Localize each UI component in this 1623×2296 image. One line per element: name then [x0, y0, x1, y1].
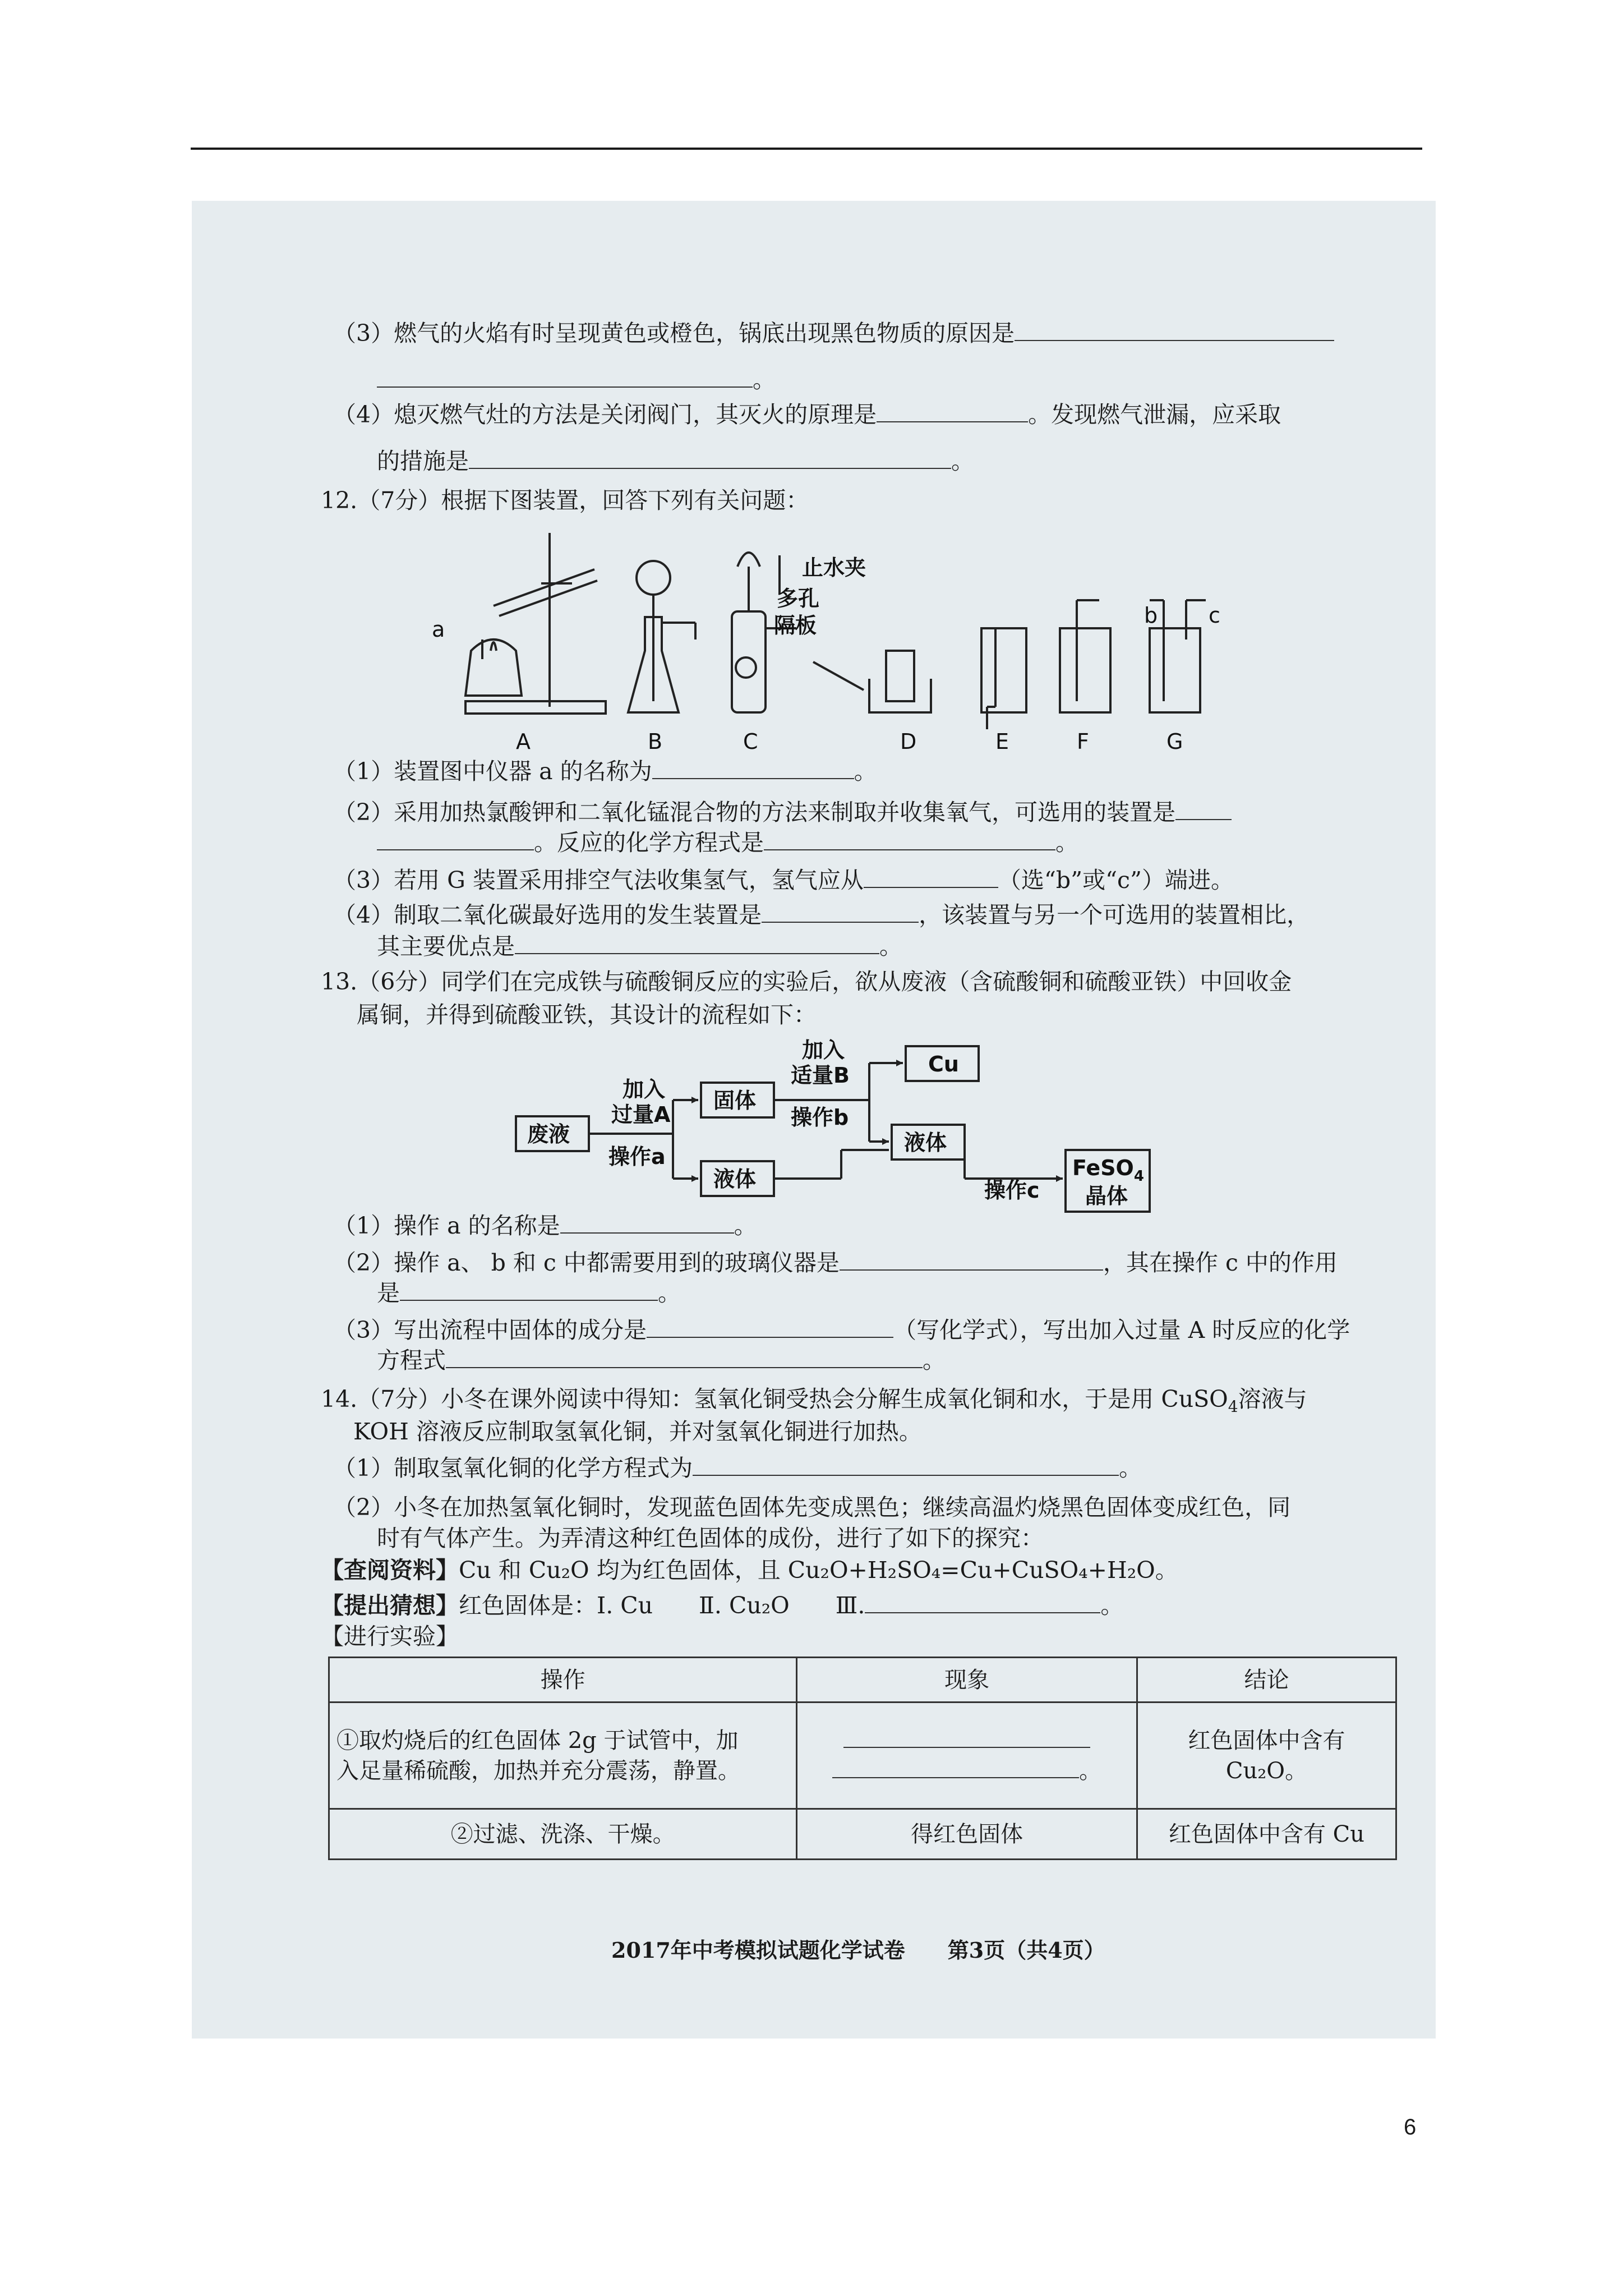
label-porous-plate-1: 多孔 [777, 586, 820, 611]
q12-part2: （2）采用加热氯酸钾和二氧化锰混合物的方法来制取并收集氧气，可选用的装置是 [333, 797, 1232, 827]
table-header-conclusion: 结论 [1137, 1658, 1396, 1703]
q12-part2-cont: 。反应的化学方程式是 。 [377, 827, 1078, 858]
flow-add-a-2: 过量A [611, 1102, 671, 1127]
label-b: b [1144, 603, 1158, 628]
row1-phenomenon: 。 [797, 1703, 1137, 1809]
apparatus-f [1060, 600, 1110, 712]
q12-stem: 12.（7分）根据下图装置，回答下列有关问题： [321, 487, 809, 514]
experiment-table [328, 1657, 1397, 1860]
flow-add-a-1: 加入 [623, 1077, 666, 1102]
apparatus-b [628, 561, 695, 712]
flow-op-c: 操作c [984, 1178, 1040, 1203]
apparatus-letter-g: G [1166, 729, 1183, 754]
row2-phenomenon: 得红色固体 [797, 1809, 1137, 1860]
q12-part3: （3）若用 G 装置采用排空气法收集氢气，氢气应从 （选“b”或“c”）端进。 [333, 867, 1234, 894]
apparatus-letter-f: F [1077, 729, 1089, 754]
row2-conclusion: 红色固体中含有 Cu [1137, 1809, 1396, 1860]
q11-part4-cont: 的措施是 。 [377, 448, 974, 475]
table-row [329, 1809, 1396, 1860]
flow-feso4-2: 晶体 [1085, 1184, 1128, 1208]
q12-part4-cont: 其主要优点是 。 [377, 933, 902, 960]
apparatus-letter-b: B [648, 729, 663, 754]
apparatus-d [813, 651, 931, 712]
flow-liquid-2: 液体 [904, 1130, 947, 1155]
apparatus-letter-d: D [900, 729, 917, 754]
label-c: c [1209, 603, 1220, 628]
q13-part3: （3）写出流程中固体的成分是 （写化学式），写出加入过量 A 时反应的化学 [333, 1317, 1350, 1343]
q13-part3-cont: 方程式 。 [377, 1347, 946, 1374]
apparatus-g [1150, 600, 1206, 712]
q13-flowchart [505, 1035, 1195, 1220]
table-header-phenomenon: 现象 [797, 1658, 1137, 1703]
flow-feso4-1: FeSO$_4$ [1072, 1156, 1144, 1185]
q11-part4: （4）熄灭燃气灶的方法是关闭阀门，其灭火的原理是 。发现燃气泄漏，应采取 [333, 401, 1281, 428]
q13-part2-cont: 是 。 [377, 1280, 681, 1306]
q12-part1: （1）装置图中仪器 a 的名称为 。 [333, 758, 877, 785]
label-clamp: 止水夹 [802, 555, 866, 580]
flow-op-b: 操作b [791, 1105, 849, 1130]
page-footer: 2017年中考模拟试题化学试卷 第3页（共4页） [611, 1938, 1105, 1963]
flow-cu: Cu [928, 1052, 959, 1076]
q13-stem-1: 13.（6分）同学们在完成铁与硫酸铜反应的实验后，欲从废液（含硫酸铜和硫酸亚铁）中回收金 [321, 968, 1292, 995]
flow-add-b-2: 适量B [791, 1063, 850, 1088]
q14-part2: （2）小冬在加热氢氧化铜时，发现蓝色固体先变成黑色；继续高温灼烧黑色固体变成红色，同 [333, 1494, 1291, 1521]
q13-stem-2: 属铜，并得到硫酸亚铁，其设计的流程如下： [357, 1001, 817, 1028]
q13-part2: （2）操作 a、 b 和 c 中都需要用到的玻璃仪器是 ，其在操作 c 中的作用 [333, 1249, 1338, 1276]
q11-part3-cont: 。 [377, 365, 776, 395]
q14-part1: （1）制取氢氧化铜的化学方程式为 。 [333, 1455, 1142, 1481]
label-porous-plate-2: 隔板 [774, 613, 817, 638]
page-number: 6 [1404, 2115, 1417, 2139]
q14-stem-1: 14.（7分）小冬在课外阅读中得知：氢氧化铜受热会分解生成氧化铜和水，于是用 CuSO$_4$溶液与 [321, 1386, 1307, 1416]
flow-waste: 废液 [527, 1122, 570, 1147]
q14-hypothesis: 【提出猜想】红色固体是：Ⅰ. Cu Ⅱ. Cu₂O Ⅲ. 。 [321, 1592, 1124, 1619]
flow-add-b-1: 加入 [802, 1038, 845, 1062]
apparatus-e [981, 628, 1026, 729]
flow-liquid-1: 液体 [713, 1167, 757, 1191]
flow-solid: 固体 [713, 1088, 757, 1113]
label-instrument-a: a [432, 617, 445, 642]
apparatus-letter-e: E [995, 729, 1009, 754]
q11-part3: （3）燃气的火焰有时呈现黄色或橙色，锅底出现黑色物质的原因是 [333, 318, 1334, 348]
q14-experiment-title: 【进行实验】 [321, 1623, 459, 1650]
q12-apparatus-figure [426, 522, 1245, 757]
apparatus-letter-a: A [516, 729, 531, 754]
apparatus-letter-c: C [743, 729, 758, 754]
row2-operation: ②过滤、洗涤、干燥。 [329, 1809, 797, 1860]
header-rule [191, 148, 1422, 150]
row1-operation: ①取灼烧后的红色固体 2g 于试管中，加 入足量稀硫酸，加热并充分震荡，静置。 [329, 1703, 797, 1809]
q14-reference: 【查阅资料】Cu 和 Cu₂O 均为红色固体，且 Cu₂O+H₂SO₄=Cu+CuSO₄+H₂O。 [321, 1557, 1178, 1584]
table-row [329, 1703, 1396, 1809]
row1-conclusion: 红色固体中含有 Cu₂O。 [1137, 1703, 1396, 1809]
apparatus-a [465, 533, 606, 714]
q14-part2-cont: 时有气体产生。为弄清这种红色固体的成份，进行了如下的探究： [377, 1525, 1044, 1552]
q13-part1: （1）操作 a 的名称是 。 [333, 1212, 757, 1239]
q12-part4: （4）制取二氧化碳最好选用的发生装置是 ，该装置与另一个可选用的装置相比， [333, 901, 1310, 928]
flow-op-a: 操作a [608, 1144, 666, 1169]
table-header-operation: 操作 [329, 1658, 797, 1703]
q14-stem-2: KOH 溶液反应制取氢氧化铜，并对氢氧化铜进行加热。 [353, 1418, 922, 1445]
